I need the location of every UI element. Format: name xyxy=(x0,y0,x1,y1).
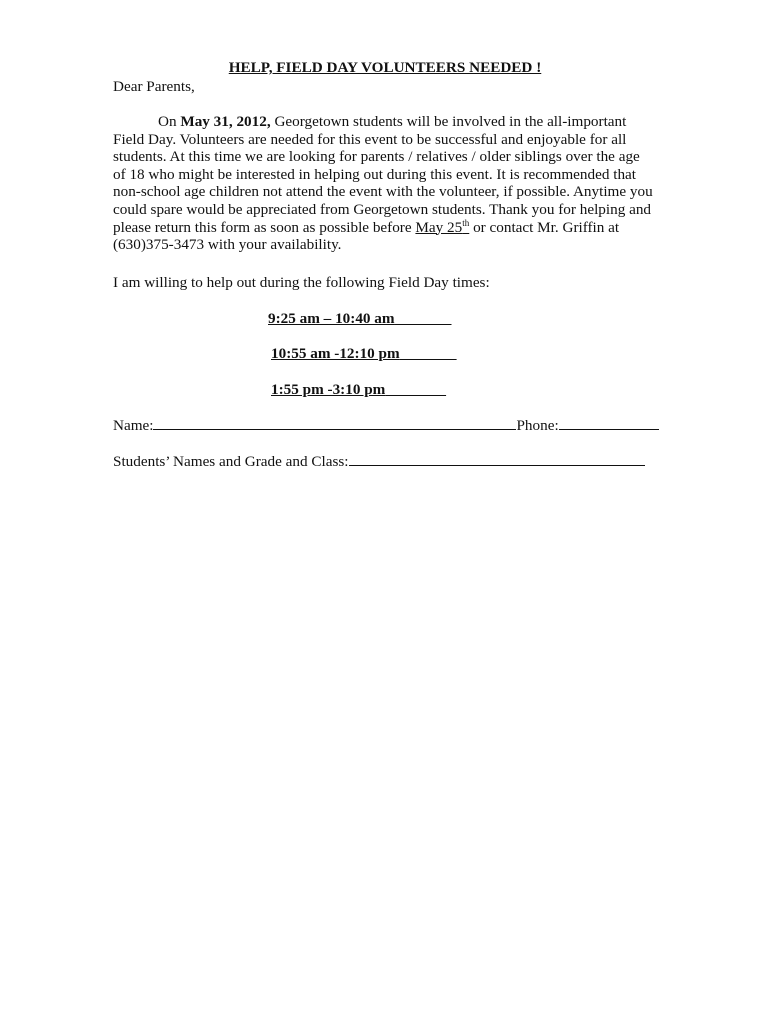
paragraph-line-8: (630)375-3473 with your availability. xyxy=(113,236,342,254)
event-date: May 31, 2012, xyxy=(180,113,271,130)
paragraph-line-3: students. At this time we are looking for parents / relatives / older siblings over the age xyxy=(113,148,640,166)
paragraph-line xyxy=(113,113,661,131)
availability-prompt: I am willing to help out during the following Field Day times: xyxy=(113,274,490,291)
time-slot-2[interactable]: 10:55 am -12:10 pm xyxy=(271,345,400,362)
page-title: HELP, FIELD DAY VOLUNTEERS NEEDED ! xyxy=(228,59,542,76)
body-paragraph xyxy=(113,113,661,254)
paragraph-intro: On xyxy=(158,113,177,130)
students-label: Students’ Names and Grade and Class: xyxy=(113,453,349,470)
paragraph-line-7 xyxy=(113,219,661,237)
phone-field[interactable] xyxy=(559,416,659,430)
phone-label: Phone: xyxy=(516,417,559,434)
name-phone-row xyxy=(113,416,659,435)
students-field[interactable] xyxy=(349,452,645,466)
paragraph-line-4: of 18 who might be interested in helping out during this event. It is recommended that xyxy=(113,165,637,183)
deadline-date: May 25th xyxy=(415,217,470,236)
time-slot-3[interactable]: 1:55 pm -3:10 pm xyxy=(271,381,386,398)
name-label: Name: xyxy=(113,417,154,434)
paragraph-line-7-start: please return this form as soon as possible before xyxy=(113,218,416,236)
time-slot-1[interactable]: 9:25 am – 10:40 am xyxy=(268,310,395,327)
name-field[interactable] xyxy=(153,416,516,430)
greeting: Dear Parents, xyxy=(113,78,195,95)
students-row xyxy=(113,452,645,471)
paragraph-line-6: could spare would be appreciated from Georgetown students. Thank you for helping and xyxy=(113,200,652,218)
paragraph-line-7-end: or contact Mr. Griffin at xyxy=(469,218,620,236)
paragraph-line-1: Georgetown students will be involved in the all-important xyxy=(270,113,627,130)
paragraph-line-5: non-school age children not attend the event with the volunteer, if possible. Anytime you xyxy=(113,183,653,201)
paragraph-line-2: Field Day. Volunteers are needed for this event to be successful and enjoyable for all xyxy=(113,130,627,148)
